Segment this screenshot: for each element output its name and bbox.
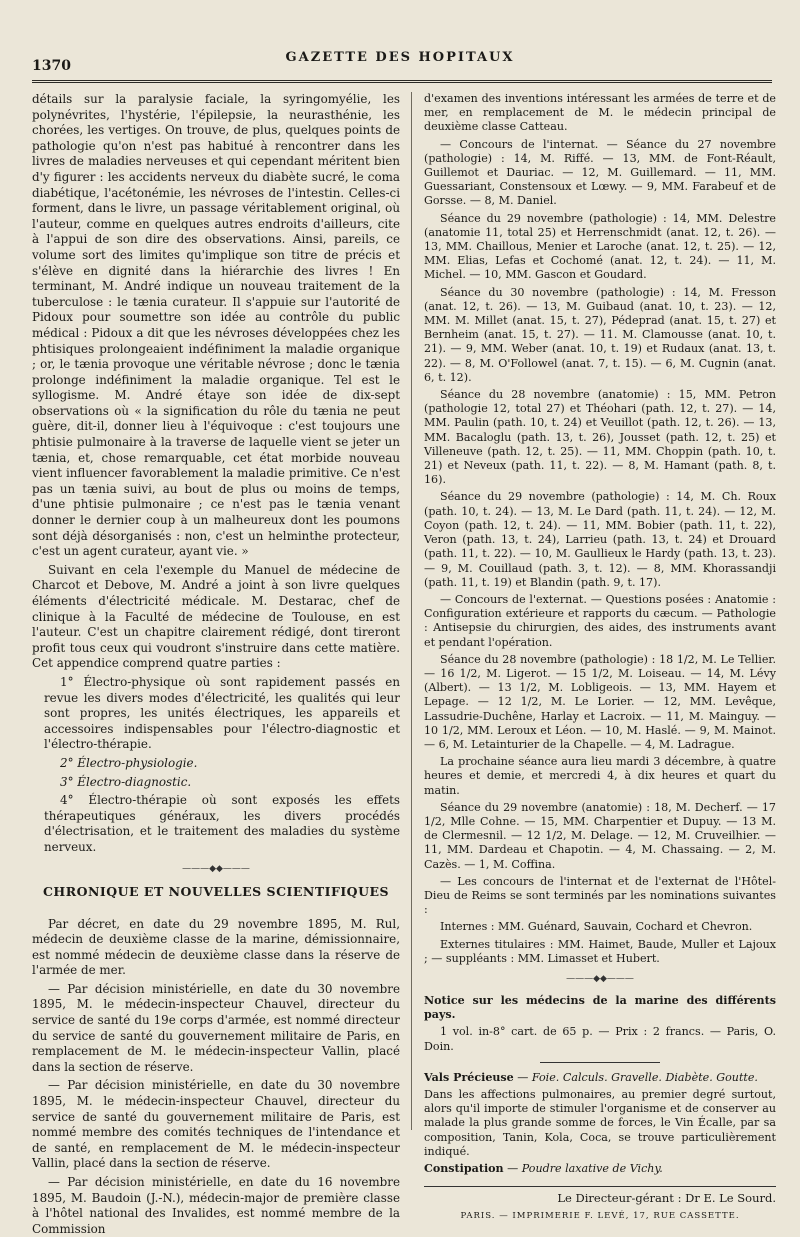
small-rule bbox=[540, 1062, 660, 1063]
notice-title: Notice sur les médecins de la marine des différents pays. bbox=[424, 993, 776, 1022]
list-item: 2° Électro-physiologie. bbox=[60, 755, 198, 770]
list-item: 1° Électro-physique où sont rapidement passés en revue les divers modes d'électricité, les qualités qui leur sont propres, les unités électriques, les appareils et accessoires indispensables pour l'électro-diagnostic et l'électro-thérapie. bbox=[44, 674, 400, 752]
concours-item: — Les concours de l'internat et de l'externat de l'Hôtel-Dieu de Reims se sont terminés par les nominations suivantes : bbox=[424, 874, 776, 917]
concours-item: La prochaine séance aura lieu mardi 3 décembre, à quatre heures et demie, et mercredi 4, à dix heures et quart du matin. bbox=[424, 755, 776, 797]
header-rule bbox=[32, 80, 772, 83]
news-item: — Par décision ministérielle, en date du 16 novembre 1895, M. Baudoin (J.-N.), médecin-major de première classe à l'hôtel national des Invalides, est nommé membre de la Commission bbox=[32, 1175, 400, 1236]
news-item: Par décret, en date du 29 novembre 1895, M. Rul, médecin de deuxième classe de la marine, démissionnaire, est nommé médecin de deuxième classe dans la réserve de l'armée de mer. bbox=[32, 916, 400, 978]
notice-body: 1 vol. in-8° cart. de 65 p. — Prix : 2 francs. — Paris, O. Doin. bbox=[424, 1025, 776, 1053]
concours-item: Séance du 28 novembre (anatomie) : 15, MM. Petron (pathologie 12, total 27) et Théohari (path. 12, t. 27). — 14, MM. Paulin (path. 10, t. 24) et Veuillot (path. 12, t. 26). — 13, MM. Bacaloglu (path. 13, t. 26), Jousset (path. 12, t. 25) et Villeneuve (path. 12, t. 25). — 11, MM. Choppin (path. 10, t. 21) et Neveux (path. 11, t. 22). — 8, M. Hamant (path. 8, t. 16). bbox=[424, 388, 776, 487]
advertisement bbox=[424, 1162, 776, 1176]
notice bbox=[424, 994, 776, 1022]
list-item: 3° Électro-diagnostic. bbox=[60, 774, 192, 789]
review-paragraph: détails sur la paralysie faciale, la syringomyélie, les polynévrites, l'hystérie, l'épilepsie, la neurasthénie, les chorées, les vertiges. On trouve, de plus, quelques points de pathologie qu'on n'est pas habitué à rencontrer dans les livres de maladies nerveuses et qui cependant méritent bien d'y figurer : les accidents nerveux du diabète sucré, le coma diabétique, l'acétonémie, les névroses de l'intestin. Celles-ci forment, dans le livre, un passage véritablement original, où l'auteur, comme en quelques autres endroits d'ailleurs, cite à l'appui de son dire des observations. Ainsi, pareils, ce volume sort des limites qu'implique son titre de précis et s'élève en dignité dans la hiérarchie des livres ! En terminant, M. André indique un nouveau traitement de la tuberculose : le tænia curateur. Il s'appuie sur l'autorité de Pidoux pour soumettre son idée au contrôle du public médical : Pidoux a dit que les névroses développées chez les phtisiques prolongeaient indéfiniment la maladie organique ; or, le tænia provoque une véritable névrose ; donc le tænia prolonge indéfiniment la maladie organique. Tel est le syllogisme. M. André étaye son idée de dix-sept observations où « la signification du rôle du tænia ne peut guère, dit-il, donner lieu à l'équivoque : c'est toujours une phtisie pulmonaire à la traverse de laquelle vient se jeter un tænia, et, chose remarquable, cet état morbide nouveau vient influencer favorablement la maladie primitive. Ce n'est pas un tænia suivi, au bout de plus ou moins de temps, d'une phtisie pulmonaire ; ce n'est pas le tænia venant donner le dernier coup à un malheureux dont les poumons sont déjà désorganisés : non, c'est un helminthe protecteur, c'est un agent curateur, ayant vie. » bbox=[32, 92, 400, 559]
ornament-divider: ———◆◆——— bbox=[566, 973, 634, 984]
printer-imprint: PARIS. — IMPRIMERIE F. LEVÉ, 17, RUE CASSETTE. bbox=[460, 1211, 740, 1222]
page-number: 1370 bbox=[32, 58, 71, 74]
gerant-signature: Le Directeur-gérant : Dr E. Le Sourd. bbox=[424, 1186, 776, 1205]
concours-item: — Concours de l'externat. — Questions posées : Anatomie : Configuration extérieure et rapports du cæcum. — Pathologie : Antisepsie du chirurgien, des aides, des instruments avant et pendant l'opération. bbox=[424, 592, 776, 649]
concours-item: Séance du 29 novembre (pathologie) : 14, M. Ch. Roux (path. 10, t. 24). — 13, M. Le Dard (path. 11, t. 24). — 12, M. Coyon (path. 12, t. 24). — 11, MM. Bobier (path. 11, t. 22), Veron (path. 13, t. 24), Larrieu (path. 13, t. 24) et Drouard (path. 11, t. 22). — 10, M. Gaullieux le Hardy (path. 13, t. 23). — 9, M. Couillaud (path. 3, t. 12). — 8, MM. Khorassandji (path. 11, t. 19) et Blandin (path. 9, t. 17). bbox=[424, 490, 776, 589]
column-divider bbox=[411, 92, 412, 1130]
news-item: d'examen des inventions intéressant les armées de terre et de mer, en remplacement de M. le médecin principal de deuxième classe Catteau. bbox=[424, 92, 776, 134]
concours-item: Internes : MM. Guénard, Sauvain, Cochard et Chevron. bbox=[440, 920, 753, 934]
concours-item: Séance du 29 novembre (pathologie) : 14, MM. Delestre (anatomie 11, total 25) et Herrenschmidt (anat. 12, t. 26). — 13, MM. Chaillous, Menier et Laroche (anat. 12, t. 25). — 12, MM. Elias, Lefas et Cochomé (anat. 12, t. 24). — 11, M. Michel. — 10, MM. Gascon et Goudard. bbox=[424, 211, 776, 282]
advertisement bbox=[424, 1071, 776, 1085]
ad-title: Constipation bbox=[424, 1162, 504, 1176]
review-paragraph-2: Suivant en cela l'exemple du Manuel de médecine de Charcot et Debove, M. André a joint à son livre quelques éléments d'électricité médicale. M. Destarac, chef de clinique à la Faculté de médecine de Toulouse, en est l'auteur. C'est un chapitre clairement rédigé, dont tireront profit tous ceux qui voudront s'instruire dans cette matière. Cet appendice comprend quatre parties : bbox=[32, 562, 400, 671]
left-column bbox=[32, 92, 400, 1236]
concours-item: Séance du 29 novembre (anatomie) : 18, M. Decherf. — 17 1/2, Mlle Cohne. — 15, MM. Charpentier et Dupuy. — 13 M. de Clermesnil. — 12 1/2, M. Delage. — 12, M. Cruveilhier. — 11, MM. Dardeau et Chapotin. — 4, M. Chassaing. — 2, M. Cazès. — 1, M. Coffina. bbox=[424, 800, 776, 871]
concours-item: Externes titulaires : MM. Haimet, Baude, Muller et Lajoux ; — suppléants : MM. Limasset et Hubert. bbox=[424, 937, 776, 965]
ad-title: Vals Précieuse bbox=[424, 1070, 514, 1084]
section-title: CHRONIQUE ET NOUVELLES SCIENTIFIQUES bbox=[42, 883, 390, 899]
advertisement: Dans les affections pulmonaires, au premier degré surtout, alors qu'il importe de stimuler l'organisme et de conserver au malade la plus grande somme de forces, le Vin Écalle, par sa composition, Tanin, Kola, Coca, se trouve particulièrement indiqué. bbox=[424, 1088, 776, 1158]
concours-item: — Concours de l'internat. — Séance du 27 novembre (pathologie) : 14, M. Riffé. — 13, MM. de Font-Réault, Guillemot et Dauriac. — 12, M. Guillemard. — 11, MM. Guessariant, Constensoux et Lœwy. — 9, MM. Farabeuf et de Gorsse. — 8, M. Daniel. bbox=[424, 137, 776, 208]
journal-title: GAZETTE DES HOPITAUX bbox=[285, 50, 515, 65]
concours-item: Séance du 28 novembre (pathologie) : 18 1/2, M. Le Tellier. — 16 1/2, M. Ligerot. — 15 1/2, M. Loiseau. — 14, M. Lévy (Albert). — 13 1/2, M. Lobligeois. — 13, MM. Hayem et Lepage. — 12 1/2, M. Le Lorier. — 12, MM. Levêque, Lassudrie-Duchêne, Harlay et Lacroix. — 11, M. Mainguy. — 10 1/2, MM. Leroux et Léon. — 10, M. Haslé. — 9, M. Mainot. — 6, M. Letainturier de la Chapelle. — 4, M. Ladrague. bbox=[424, 652, 776, 751]
news-item: — Par décision ministérielle, en date du 30 novembre 1895, M. le médecin-inspecteur Chauvel, directeur du service de santé du gouvernement militaire de Paris, est nommé membre des comités techniques de l'intendance et de santé, en remplacement de M. le médecin-inspecteur Vallin, placé dans la section de réserve. bbox=[32, 1078, 400, 1171]
concours-item: Séance du 30 novembre (pathologie) : 14, M. Fresson (anat. 12, t. 26). — 13, M. Guibaud (anat. 10, t. 23). — 12, MM. M. Millet (anat. 15, t. 27), Pédeprad (anat. 15, t. 27) et Bernheim (anat. 15, t. 27). — 11. M. Clamousse (anat. 10, t. 21). — 9, MM. Weber (anat. 10, t. 19) et Rudaux (anat. 13, t. 22). — 8, M. O'Followel (anat. 7, t. 15). — 6, M. Cugnin (anat. 6, t. 12). bbox=[424, 285, 776, 384]
ad-body: — Foie. Calculs. Gravelle. Diabète. Goutte. bbox=[517, 1070, 758, 1084]
list-item: 4° Électro-thérapie où sont exposés les effets thérapeutiques généraux, les divers procédés d'électrisation, et le traitement des maladies du système nerveux. bbox=[44, 793, 400, 854]
right-column bbox=[424, 92, 776, 1222]
ad-body: — Poudre laxative de Vichy. bbox=[507, 1162, 663, 1176]
news-item: — Par décision ministérielle, en date du 30 novembre 1895, M. le médecin-inspecteur Chauvel, directeur du service de santé du 19e corps d'armée, est nommé directeur du service de santé du gouvernement militaire de Paris, en remplacement de M. le médecin-inspecteur Vallin, placé dans la section de réserve. bbox=[32, 981, 400, 1074]
ornament-divider: ———◆◆——— bbox=[182, 863, 250, 874]
